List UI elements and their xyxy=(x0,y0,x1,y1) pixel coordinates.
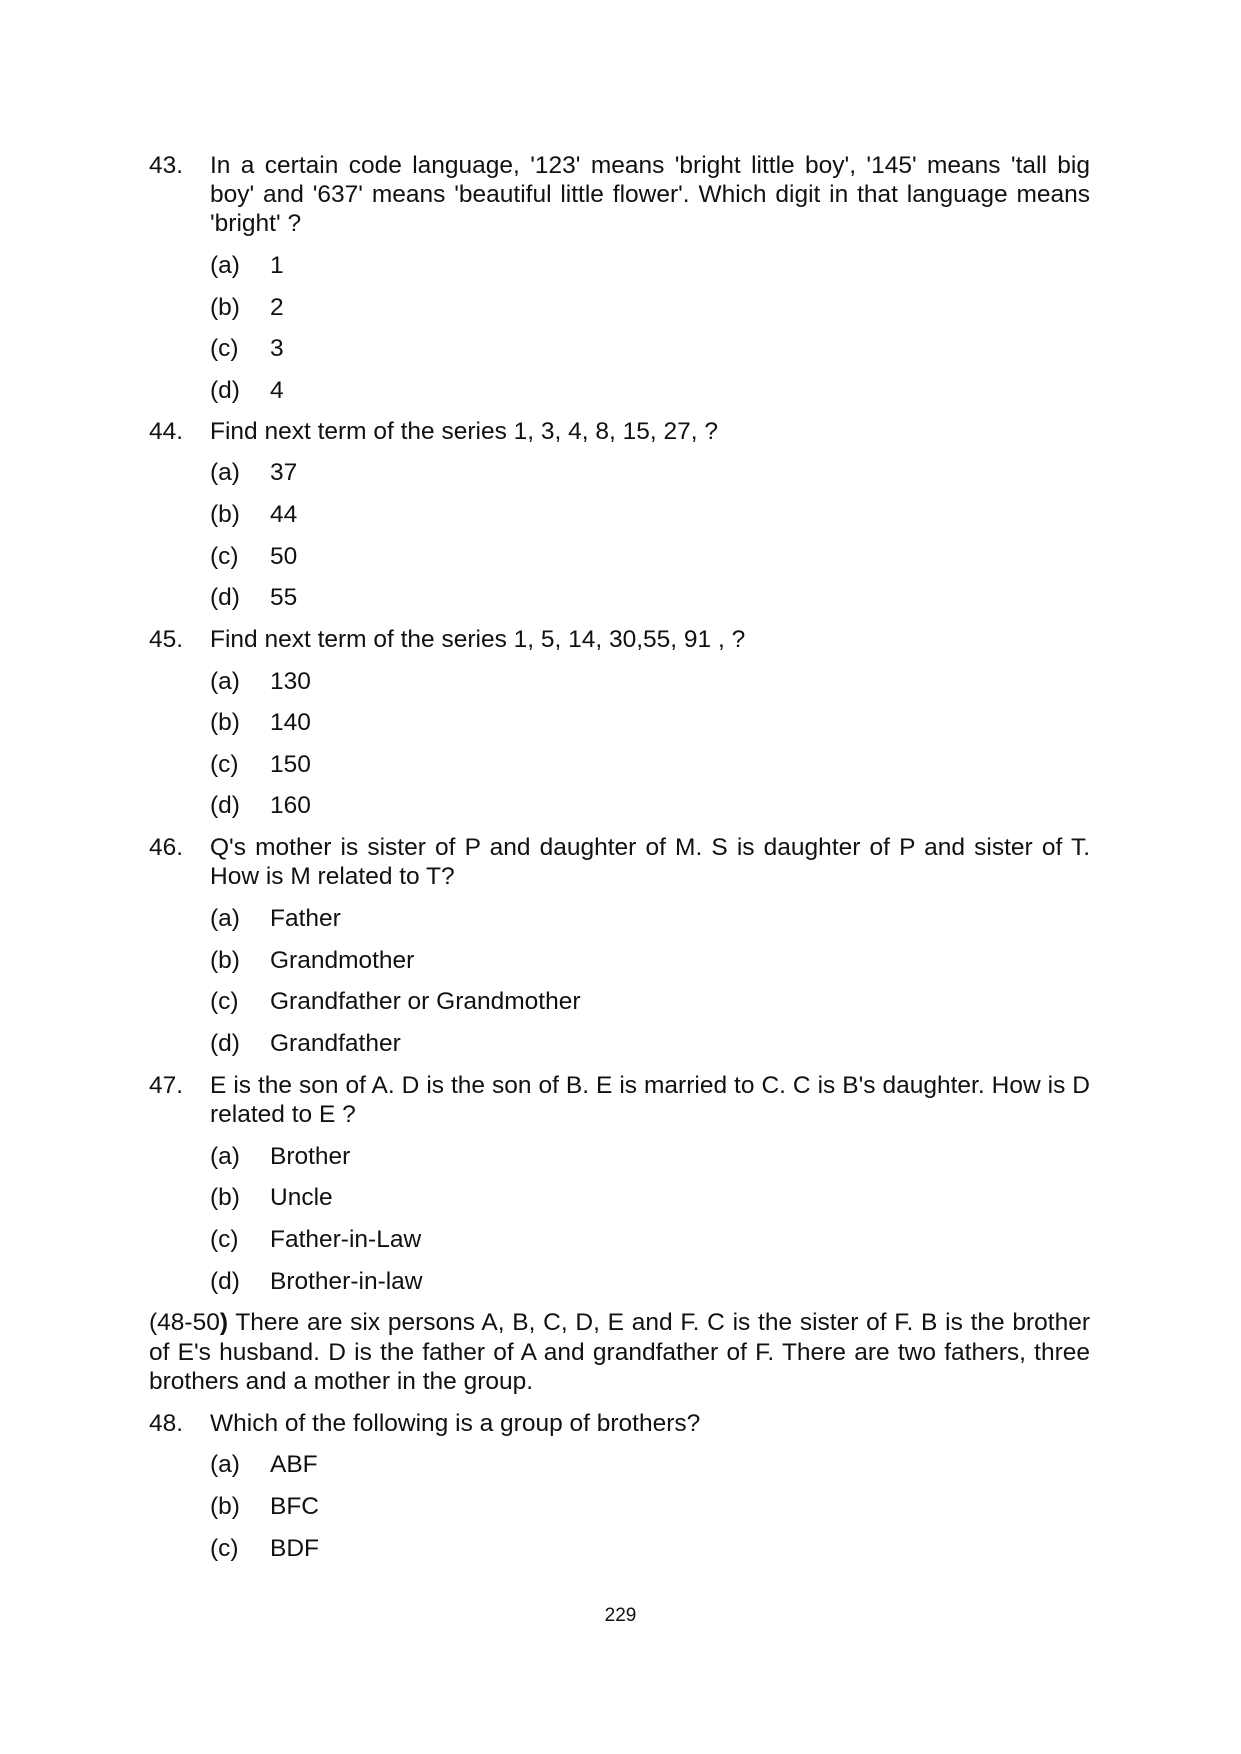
option-text: 3 xyxy=(270,335,284,362)
option-label: (c) xyxy=(210,543,239,570)
option-text: 1 xyxy=(270,252,284,279)
option-label: (b) xyxy=(210,1493,240,1520)
option-text: 50 xyxy=(270,543,298,570)
question-text: E is the son of A. D is the son of B. E is married to C. C is B's daughter. How is D related to E ? xyxy=(210,1072,1090,1128)
question-number: 44. xyxy=(149,418,184,445)
question-text: Find next term of the series 1, 3, 4, 8, 15, 27, ? xyxy=(210,418,718,445)
option-text: Father xyxy=(270,905,341,932)
option-text: Grandfather or Grandmother xyxy=(270,988,581,1015)
option-text: 37 xyxy=(270,459,298,486)
question-number: 43. xyxy=(149,152,184,179)
option-label: (c) xyxy=(210,1226,239,1253)
option-text: 140 xyxy=(270,709,311,736)
question-text: Q's mother is sister of P and daughter of M. S is daughter of P and sister of T. How is M related to T? xyxy=(210,834,1090,890)
passage-range-paren: ) xyxy=(219,1309,228,1336)
option-text: Grandmother xyxy=(270,947,415,974)
option-text: 130 xyxy=(270,668,311,695)
option-text: Brother-in-law xyxy=(270,1268,423,1295)
option-text: Uncle xyxy=(270,1184,333,1211)
option-text: Father-in-Law xyxy=(270,1226,422,1253)
option-label: (b) xyxy=(210,709,240,736)
option-label: (d) xyxy=(210,584,240,611)
option-label: (c) xyxy=(210,1535,239,1562)
question-number: 48. xyxy=(149,1410,184,1437)
option-label: (c) xyxy=(210,335,239,362)
option-label: (a) xyxy=(210,1143,240,1170)
option-text: BDF xyxy=(270,1535,319,1562)
option-label: (c) xyxy=(210,751,239,778)
question-text: In a certain code language, '123' means 'bright little boy', '145' means 'tall big boy' and '637' means 'beautiful little flower'. Which digit in that language means 'bright' ? xyxy=(210,152,1090,237)
option-label: (d) xyxy=(210,377,240,404)
option-label: (a) xyxy=(210,905,240,932)
option-label: (b) xyxy=(210,294,240,321)
passage-range: (48-50 xyxy=(149,1309,220,1336)
option-label: (a) xyxy=(210,459,240,486)
option-text: 150 xyxy=(270,751,311,778)
option-label: (b) xyxy=(210,947,240,974)
page-number: 229 xyxy=(604,1605,637,1626)
option-label: (c) xyxy=(210,988,239,1015)
option-label: (b) xyxy=(210,501,240,528)
option-text: 2 xyxy=(270,294,284,321)
option-label: (d) xyxy=(210,1030,240,1057)
question-text: Which of the following is a group of brothers? xyxy=(210,1410,701,1437)
option-label: (a) xyxy=(210,1451,240,1478)
option-text: 160 xyxy=(270,792,311,819)
option-label: (d) xyxy=(210,792,240,819)
option-text: 44 xyxy=(270,501,298,528)
question-number: 47. xyxy=(149,1072,184,1099)
option-text: 55 xyxy=(270,584,298,611)
option-label: (b) xyxy=(210,1184,240,1211)
option-text: Grandfather xyxy=(270,1030,401,1057)
question-text: Find next term of the series 1, 5, 14, 30,55, 91 , ? xyxy=(210,626,746,653)
option-text: Brother xyxy=(270,1143,351,1170)
passage-text: There are six persons A, B, C, D, E and F. C is the sister of F. B is the brother of E's husband. D is the father of A and grandfather of F. There are two fathers, three brothers and a mother in the group. xyxy=(149,1309,1090,1395)
option-label: (a) xyxy=(210,252,240,279)
question-number: 45. xyxy=(149,626,184,653)
passage-48-50 xyxy=(149,1308,1090,1397)
question-number: 46. xyxy=(149,834,184,861)
option-text: ABF xyxy=(270,1451,318,1478)
option-label: (a) xyxy=(210,668,240,695)
option-text: BFC xyxy=(270,1493,319,1520)
option-text: 4 xyxy=(270,377,284,404)
option-label: (d) xyxy=(210,1268,240,1295)
